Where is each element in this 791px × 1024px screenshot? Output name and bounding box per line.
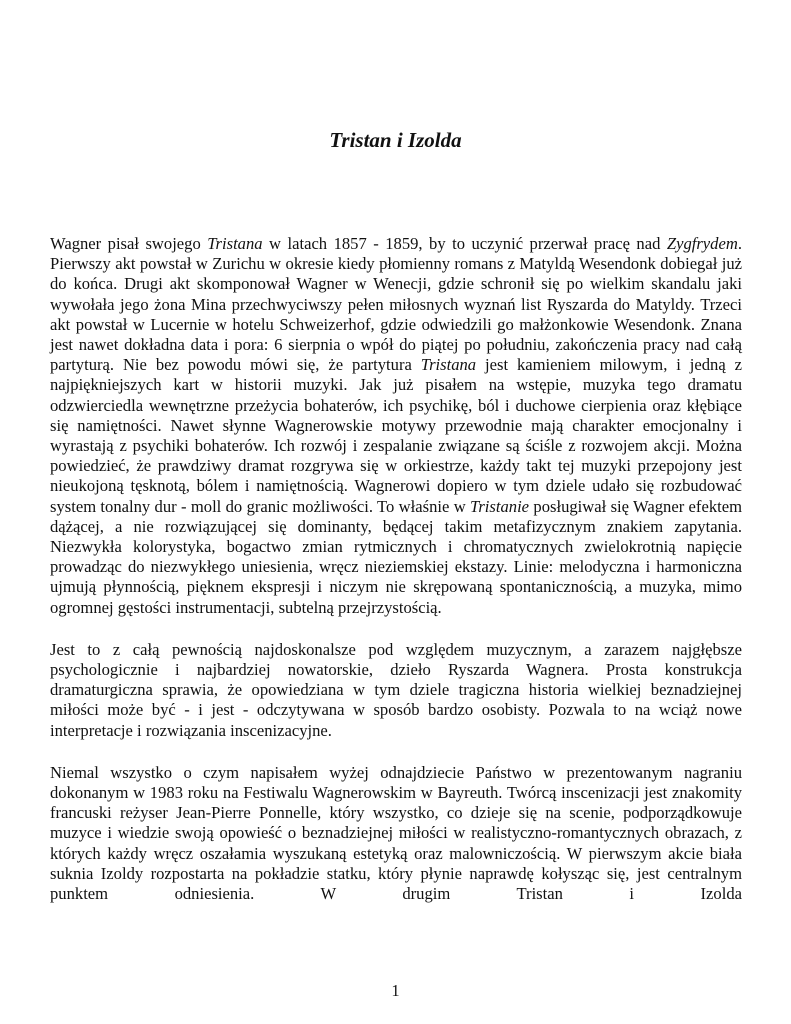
paragraph-1-italic-title: Tristana <box>207 234 263 253</box>
paragraph-1-segment: posługiwał się Wagner efektem dążącej, a nie rozwiązującej się dominanty, będącej takim metafizycznym znakiem zapytania. Niezwykła kolorystyka, bogactwo zmian rytmicznych i chromatycznych zwielokrotnią napięcie prowadząc do niezwykłego uniesienia, wręcz nieziemskiej ekstazy. Linie: melodyczna i harmoniczna ujmują płynnością, pięknem ekspresji i niczym nie skrępowaną spontanicznością, a muzyka, mimo ogromnej gęstości instrumentacji, subtelną przejrzystością. <box>50 496 742 617</box>
paragraph-1-italic-title: Tristanie <box>470 496 530 516</box>
paragraph-1-segment: . Pierwszy akt powstał w Zurichu w okresie kiedy płomienny romans z Matyldą Wesendonk dobiegał już do końca. Drugi akt skomponował Wagner w Wenecji, gdzie schronił się po wielkim skandalu jaki wywołała jego żona Mina przechwyciwszy pełen miłosnych wyznań list Ryszarda do Matyldy. Trzeci akt powstał w Lucernie w hotelu Schweizerhof, gdzie odwiedzili go małżonkowie Wesendonk. Znana jest nawet dokładna data i pora: 6 sierpnia o wpół do piątej po południu, zakończenia pracy nad całą partyturą. Nie bez powodu mówi się, że partytura <box>50 234 742 375</box>
paragraph-1-italic-title: Tristana <box>420 355 477 375</box>
paragraph-1-segment: Wagner pisał swojego <box>50 234 208 253</box>
paragraph-1-italic-title: Zygfrydem <box>666 234 738 253</box>
paragraph-3: Niemal wszystko o czym napisałem wyżej odnajdziecie Państwo w prezentowanym nagraniu dokonanym w 1983 roku na Festiwalu Wagnerowskim w Bayreuth. Twórcą inscenizacji jest znakomity francuski reżyser Jean-Pierre Ponnelle, który wszystko, co dzieje się na scenie, podporządkowuje muzyce i wiedzie swoją opowieść o beznadziejnej miłości w realistyczno-romantycznych obrazach, z których każdy wręcz oszałamia wyszukaną estetyką oraz malowniczością. W pierwszym akcie biała suknia Izoldy rozpostarta na pokładzie statku, który płynie naprawdę kołysząc się, jest centralnym punktem odniesienia. W drugim Tristan i Izolda <box>50 762 742 904</box>
paragraph-2: Jest to z całą pewnością najdoskonalsze pod względem muzycznym, a zarazem najgłębsze psychologicznie i najbardziej nowatorskie, dzieło Ryszarda Wagnera. Prosta konstrukcja dramaturgiczna sprawia, że opowiedziana w tym dziele tragiczna historia wielkiej beznadziejnej miłości może być - i jest - odczytywana w sposób bardzo osobisty. Pozwala to na wciąż nowe interpretacje i rozwiązania inscenizacyjne. <box>50 639 742 740</box>
paragraph-1 <box>50 234 742 618</box>
document-body <box>50 234 742 904</box>
page-number: 1 <box>391 981 400 1000</box>
paragraph-1-segment: jest kamieniem milowym, i jedną z najpiękniejszych kart w historii muzyki. Jak już pisałem na wstępie, muzyka tego dramatu odzwierciedla wewnętrzne przeżycia bohaterów, ich psychikę, ból i duchowe cierpienia oraz kłębiące się namiętności. Nawet słynne Wagnerowskie motywy przewodnie mają charakter emocjonalny i wyrastają z psychiki bohaterów. Ich rozwój i zespalanie związane są ściśle z rozwojem akcji. Można powiedzieć, że prawdziwy dramat rozgrywa się w orkiestrze, każdy takt tej muzyki przepojony jest nieukojoną tęsknotą, bólem i namiętnością. Wagnerowi dopiero w tym dziele udało się rozbudować system tonalny dur - moll do granic możliwości. To właśnie w <box>50 355 742 516</box>
document-title: Tristan i Izolda <box>329 128 462 152</box>
paragraph-1-segment: w latach 1857 - 1859, by to uczynić przerwał pracę nad <box>262 234 667 253</box>
